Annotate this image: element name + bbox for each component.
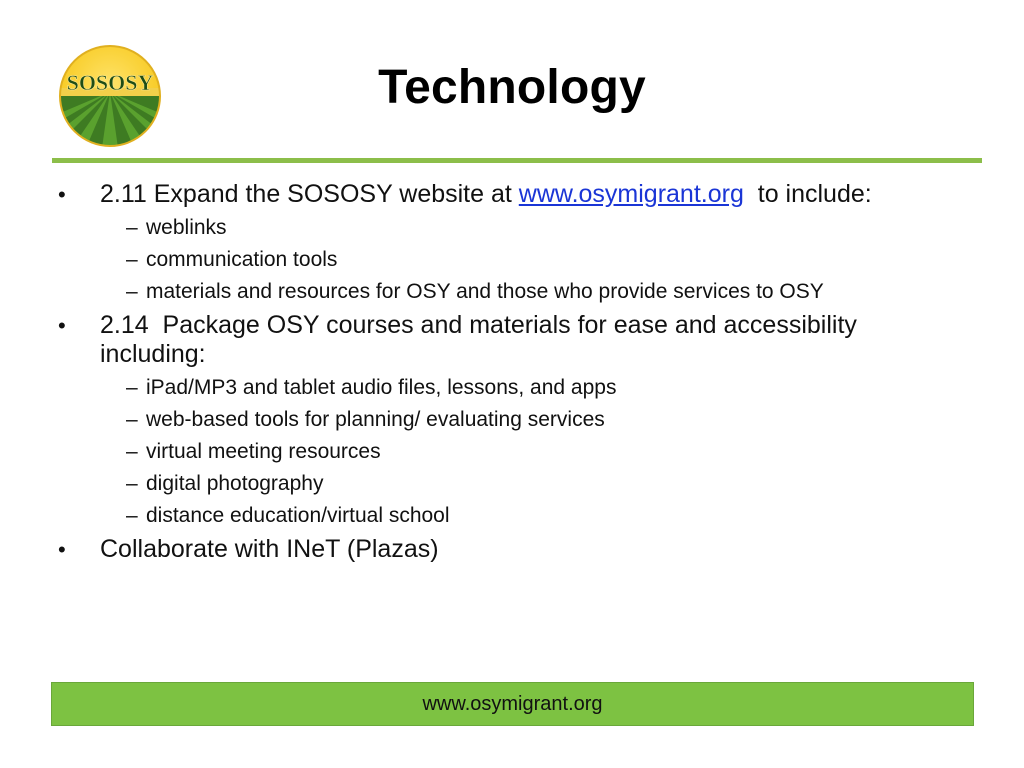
bullet-dot: •	[58, 313, 66, 338]
sub-item-text: distance education/virtual school	[146, 504, 450, 527]
sub-item	[100, 439, 958, 465]
bullet-item	[58, 535, 958, 564]
slide-content	[58, 180, 958, 564]
bullet-dot: •	[58, 537, 66, 562]
sub-item	[100, 375, 958, 401]
bullet-item	[58, 311, 958, 529]
sub-dash: –	[126, 504, 138, 527]
sub-list	[100, 375, 958, 529]
sub-dash: –	[126, 440, 138, 463]
sub-item-text: web-based tools for planning/ evaluating services	[146, 408, 605, 431]
sub-item-text: digital photography	[146, 472, 324, 495]
title-divider	[52, 158, 982, 163]
bullet-item	[58, 180, 958, 305]
bullet-text: 2.14 Package OSY courses and materials for ease and accessibility including:	[100, 311, 864, 368]
sub-dash: –	[126, 216, 138, 239]
logo-text: SOSOSY	[66, 70, 154, 95]
sub-dash: –	[126, 376, 138, 399]
sub-dash: –	[126, 408, 138, 431]
sub-list	[100, 215, 958, 305]
sub-item-text: materials and resources for OSY and those who provide services to OSY	[146, 280, 824, 303]
sub-item-text: communication tools	[146, 248, 338, 271]
sub-dash: –	[126, 472, 138, 495]
footer-bar	[51, 682, 974, 726]
bullet-text-before: 2.11 Expand the SOSOSY website at	[100, 180, 519, 208]
sub-dash: –	[126, 248, 138, 271]
sub-item-text: virtual meeting resources	[146, 440, 381, 463]
sub-item	[100, 247, 958, 273]
footer-url[interactable]: www.osymigrant.org	[422, 692, 603, 715]
bullet-text: Collaborate with INeT (Plazas)	[100, 535, 439, 563]
sub-item-text: iPad/MP3 and tablet audio files, lessons, and apps	[146, 376, 617, 399]
sub-item-text: weblinks	[146, 216, 227, 239]
sub-item	[100, 471, 958, 497]
sub-item	[100, 279, 958, 305]
bullet-dot: •	[58, 182, 66, 207]
sub-item	[100, 215, 958, 241]
sub-item	[100, 503, 958, 529]
website-link[interactable]: www.osymigrant.org	[518, 180, 744, 208]
bullet-text-after: to include:	[743, 180, 872, 208]
sub-item	[100, 407, 958, 433]
slide-title: Technology	[378, 61, 646, 114]
bullet-list	[58, 180, 958, 564]
sub-dash: –	[126, 280, 138, 303]
